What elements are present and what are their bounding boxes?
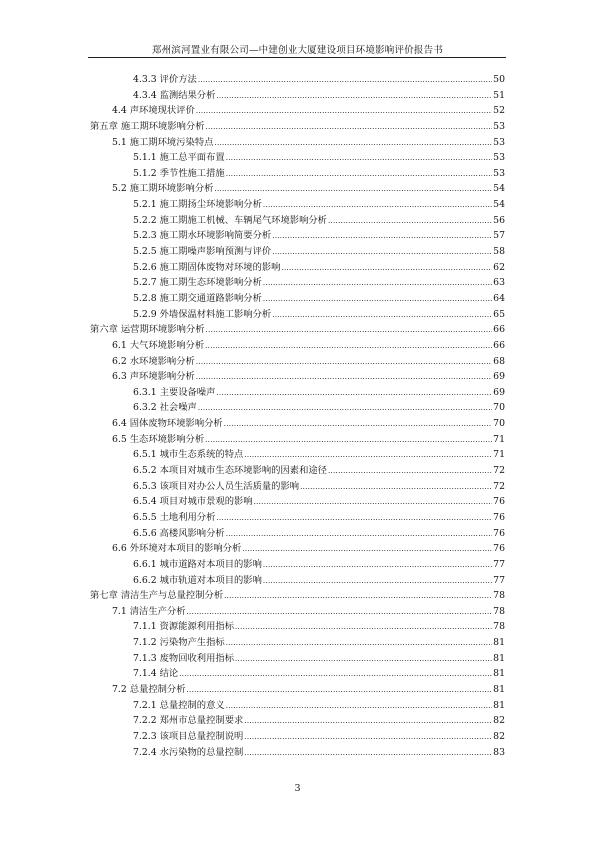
header-rule xyxy=(88,57,506,58)
toc-entry[interactable] xyxy=(0,588,595,604)
toc-entry-title: 6.6.1 城市道路对本项目的影响 xyxy=(133,558,262,570)
toc-dot-leader xyxy=(196,369,492,386)
toc-entry-page: 77 xyxy=(493,574,505,586)
toc-entry-page: 82 xyxy=(493,730,505,742)
toc-entry-page: 81 xyxy=(493,652,505,664)
toc-dot-leader xyxy=(242,541,492,558)
toc-entry-title: 7.2.1 总量控制的意义 xyxy=(133,699,225,711)
toc-dot-leader xyxy=(263,557,492,574)
toc-entry-page: 82 xyxy=(493,715,505,727)
toc-entry-page: 76 xyxy=(493,496,505,508)
toc-dot-leader xyxy=(244,447,492,464)
toc-entry-title: 6.5.1 城市生态系统的特点 xyxy=(133,449,244,461)
toc-dot-leader xyxy=(214,181,492,198)
toc-entry-title: 5.2.7 施工期生态环境影响分析 xyxy=(133,277,262,289)
toc-dot-leader xyxy=(244,745,492,762)
toc-dot-leader xyxy=(263,275,492,292)
toc-entry[interactable] xyxy=(0,666,595,682)
toc-dot-leader xyxy=(224,416,492,433)
toc-entry[interactable] xyxy=(0,213,595,229)
toc-dot-leader xyxy=(263,197,492,214)
toc-entry-title: 6.5 生态环境影响分析 xyxy=(112,433,205,445)
toc-entry-page: 76 xyxy=(493,543,505,555)
toc-entry-title: 7.1.1 资源能源利用指标 xyxy=(133,621,234,633)
toc-entry[interactable] xyxy=(0,604,595,620)
toc-entry-page: 50 xyxy=(493,74,505,85)
toc-dot-leader xyxy=(205,432,492,449)
toc-entry-title: 7.2.3 该项目总量控制说明 xyxy=(133,730,244,742)
toc-entry-title: 7.2 总量控制分析 xyxy=(112,683,186,695)
toc-entry-page: 81 xyxy=(493,683,505,695)
toc-dot-leader xyxy=(224,588,492,605)
toc-entry[interactable] xyxy=(0,510,595,526)
toc-dot-leader xyxy=(300,479,492,496)
toc-dot-leader xyxy=(205,338,492,355)
toc-entry[interactable] xyxy=(0,447,595,463)
toc-dot-leader xyxy=(281,260,492,277)
toc-entry-title: 5.2.1 施工期扬尘环境影响分析 xyxy=(133,199,262,211)
toc-dot-leader xyxy=(328,463,492,480)
toc-entry-page: 81 xyxy=(493,668,505,680)
toc-dot-leader xyxy=(187,682,493,699)
toc-entry-page: 76 xyxy=(493,511,505,523)
toc-dot-leader xyxy=(198,400,492,417)
toc-entry-title: 6.3 声环境影响分析 xyxy=(112,371,195,383)
toc-entry-title: 6.6.2 城市轨道对本项目的影响 xyxy=(133,574,262,586)
toc-entry[interactable] xyxy=(0,651,595,667)
toc-entry-page: 70 xyxy=(493,418,505,430)
toc-entry-page: 54 xyxy=(493,183,505,195)
toc-entry[interactable] xyxy=(0,745,595,761)
toc-entry[interactable] xyxy=(0,307,595,323)
toc-entry[interactable] xyxy=(0,72,595,88)
toc-entry-title: 6.5.6 高楼风影响分析 xyxy=(133,527,225,539)
toc-entry[interactable] xyxy=(0,713,595,729)
toc-entry[interactable] xyxy=(0,400,595,416)
toc-dot-leader xyxy=(328,213,492,230)
toc-entry-page: 78 xyxy=(493,605,505,617)
toc-dot-leader xyxy=(187,604,493,621)
toc-entry-page: 52 xyxy=(493,105,505,117)
page-header: 郑州滨河置业有限公司—中建创业大厦建设项目环境影响评价报告书 xyxy=(151,45,443,56)
toc-entry[interactable] xyxy=(0,103,595,119)
toc-dot-leader xyxy=(226,698,492,715)
toc-entry[interactable] xyxy=(0,635,595,651)
toc-entry-page: 53 xyxy=(493,167,505,179)
toc-entry-title: 5.1.1 施工总平面布置 xyxy=(133,152,225,164)
toc-dot-leader xyxy=(272,307,492,324)
toc-entry-page: 64 xyxy=(493,292,505,304)
toc-dot-leader xyxy=(214,135,492,152)
toc-entry-title: 7.1.3 废物回收利用指标 xyxy=(133,652,234,664)
toc-entry[interactable] xyxy=(0,181,595,197)
toc-entry[interactable] xyxy=(0,166,595,182)
toc-entry-page: 77 xyxy=(493,558,505,570)
toc-entry[interactable] xyxy=(0,119,595,135)
toc-entry[interactable] xyxy=(0,557,595,573)
toc-entry[interactable] xyxy=(0,369,595,385)
toc-dot-leader xyxy=(226,150,492,167)
toc-dot-leader xyxy=(226,635,492,652)
toc-entry-page: 53 xyxy=(493,152,505,164)
toc-entry[interactable] xyxy=(0,729,595,745)
toc-entry[interactable] xyxy=(0,291,595,307)
toc-dot-leader xyxy=(226,526,492,543)
toc-entry-page: 54 xyxy=(493,199,505,211)
toc-entry[interactable] xyxy=(0,338,595,354)
toc-entry-page: 71 xyxy=(493,433,505,445)
toc-entry[interactable] xyxy=(0,479,595,495)
toc-entry-page: 62 xyxy=(493,261,505,273)
toc-entry-title: 6.2 水环境影响分析 xyxy=(112,355,195,367)
toc-entry[interactable] xyxy=(0,260,595,276)
toc-dot-leader xyxy=(216,88,492,105)
toc-entry-page: 69 xyxy=(493,371,505,383)
toc-entry-title: 6.5.4 项目对城市景观的影响 xyxy=(133,496,253,508)
toc-entry-title: 第五章 施工期环境影响分析 xyxy=(90,120,205,132)
toc-entry-page: 72 xyxy=(493,480,505,492)
toc-entry-title: 6.1 大气环境影响分析 xyxy=(112,339,205,351)
toc-entry[interactable] xyxy=(0,197,595,213)
toc-entry-page: 53 xyxy=(493,120,505,132)
toc-entry-title: 5.1.2 季节性施工措施 xyxy=(133,167,225,179)
toc-entry-title: 5.2.6 施工期固体废物对环境的影响 xyxy=(133,261,281,273)
toc-entry[interactable] xyxy=(0,541,595,557)
toc-entry[interactable] xyxy=(0,682,595,698)
toc-entry-title: 7.1 清洁生产分析 xyxy=(112,605,186,617)
page-number: 3 xyxy=(294,783,301,794)
toc-entry-page: 57 xyxy=(493,230,505,242)
toc-entry[interactable] xyxy=(0,432,595,448)
toc-entry-page: 69 xyxy=(493,386,505,398)
toc-entry-page: 70 xyxy=(493,402,505,414)
toc-entry[interactable] xyxy=(0,135,595,151)
toc-entry-page: 66 xyxy=(493,339,505,351)
toc-entry-page: 78 xyxy=(493,590,505,602)
toc-dot-leader xyxy=(206,119,493,136)
toc-entry-page: 51 xyxy=(493,89,505,101)
toc-entry-page: 66 xyxy=(493,324,505,336)
toc-entry-title: 5.2 施工期环境影响分析 xyxy=(112,183,214,195)
toc-dot-leader xyxy=(198,72,492,89)
toc-entry-title: 4.4 声环境现状评价 xyxy=(112,105,195,117)
toc-dot-leader xyxy=(235,619,492,636)
toc-entry-title: 6.5.2 本项目对城市生态环境影响的因素和途径 xyxy=(133,465,327,477)
toc-entry-page: 63 xyxy=(493,277,505,289)
toc-entry-page: 81 xyxy=(493,637,505,649)
table-of-contents xyxy=(0,72,595,760)
toc-entry-title: 5.1 施工期环境污染特点 xyxy=(112,136,214,148)
toc-entry[interactable] xyxy=(0,275,595,291)
toc-entry[interactable] xyxy=(0,619,595,635)
toc-dot-leader xyxy=(263,291,492,308)
toc-dot-leader xyxy=(263,573,492,590)
toc-entry-page: 81 xyxy=(493,699,505,711)
toc-entry-title: 7.2.2 郑州市总量控制要求 xyxy=(133,715,244,727)
toc-entry-title: 4.3.4 监测结果分析 xyxy=(133,89,216,101)
toc-entry-page: 65 xyxy=(493,308,505,320)
toc-entry-title: 4.3.3 评价方法 xyxy=(133,74,197,85)
toc-entry[interactable] xyxy=(0,698,595,714)
toc-dot-leader xyxy=(196,354,492,371)
toc-dot-leader xyxy=(235,651,492,668)
toc-dot-leader xyxy=(216,385,492,402)
toc-entry-title: 7.2.4 水污染物的总量控制 xyxy=(133,746,244,758)
toc-dot-leader xyxy=(216,510,492,527)
toc-dot-leader xyxy=(179,666,492,683)
toc-entry-title: 5.2.3 施工期水环境影响简要分析 xyxy=(133,230,272,242)
toc-entry[interactable] xyxy=(0,463,595,479)
toc-entry-page: 56 xyxy=(493,214,505,226)
toc-dot-leader xyxy=(244,713,492,730)
toc-entry[interactable] xyxy=(0,88,595,104)
toc-entry[interactable] xyxy=(0,494,595,510)
toc-entry-title: 7.1.2 污染物产生指标 xyxy=(133,637,225,649)
toc-entry-title: 5.2.2 施工期施工机械、车辆尾气环境影响分析 xyxy=(133,214,327,226)
toc-entry-title: 6.5.3 该项目对办公人员生活质量的影响 xyxy=(133,480,300,492)
toc-dot-leader xyxy=(254,494,493,511)
toc-entry-title: 7.1.4 结论 xyxy=(133,668,179,680)
toc-entry-page: 68 xyxy=(493,355,505,367)
toc-entry-title: 5.2.8 施工期交通道路影响分析 xyxy=(133,292,262,304)
toc-entry[interactable] xyxy=(0,354,595,370)
toc-dot-leader xyxy=(272,244,492,261)
toc-entry-title: 5.2.9 外墙保温材料施工影响分析 xyxy=(133,308,272,320)
toc-entry-page: 58 xyxy=(493,246,505,258)
toc-entry-title: 6.5.5 土地利用分析 xyxy=(133,511,216,523)
toc-entry-title: 6.3.1 主要设备噪声 xyxy=(133,386,216,398)
toc-dot-leader xyxy=(226,166,492,183)
toc-dot-leader xyxy=(272,228,492,245)
toc-dot-leader xyxy=(206,322,493,339)
toc-dot-leader xyxy=(244,729,492,746)
toc-entry[interactable] xyxy=(0,244,595,260)
toc-entry[interactable] xyxy=(0,150,595,166)
toc-entry-page: 72 xyxy=(493,465,505,477)
toc-entry[interactable] xyxy=(0,228,595,244)
toc-entry-page: 76 xyxy=(493,527,505,539)
toc-entry-title: 6.6 外环境对本项目的影响分析 xyxy=(112,543,242,555)
toc-entry-title: 5.2.5 施工期噪声影响预测与评价 xyxy=(133,246,272,258)
toc-entry-title: 6.4 固体废物环境影响分析 xyxy=(112,418,223,430)
toc-entry[interactable] xyxy=(0,322,595,338)
toc-entry[interactable] xyxy=(0,526,595,542)
toc-entry-title: 第六章 运营期环境影响分析 xyxy=(90,324,205,336)
toc-dot-leader xyxy=(196,103,492,120)
toc-entry-page: 71 xyxy=(493,449,505,461)
toc-entry-page: 83 xyxy=(493,746,505,758)
toc-entry[interactable] xyxy=(0,573,595,589)
toc-entry[interactable] xyxy=(0,385,595,401)
toc-entry-title: 第七章 清洁生产与总量控制分析 xyxy=(90,590,224,602)
toc-entry-title: 6.3.2 社会噪声 xyxy=(133,402,197,414)
toc-entry[interactable] xyxy=(0,416,595,432)
toc-entry-page: 53 xyxy=(493,136,505,148)
toc-entry-page: 78 xyxy=(493,621,505,633)
